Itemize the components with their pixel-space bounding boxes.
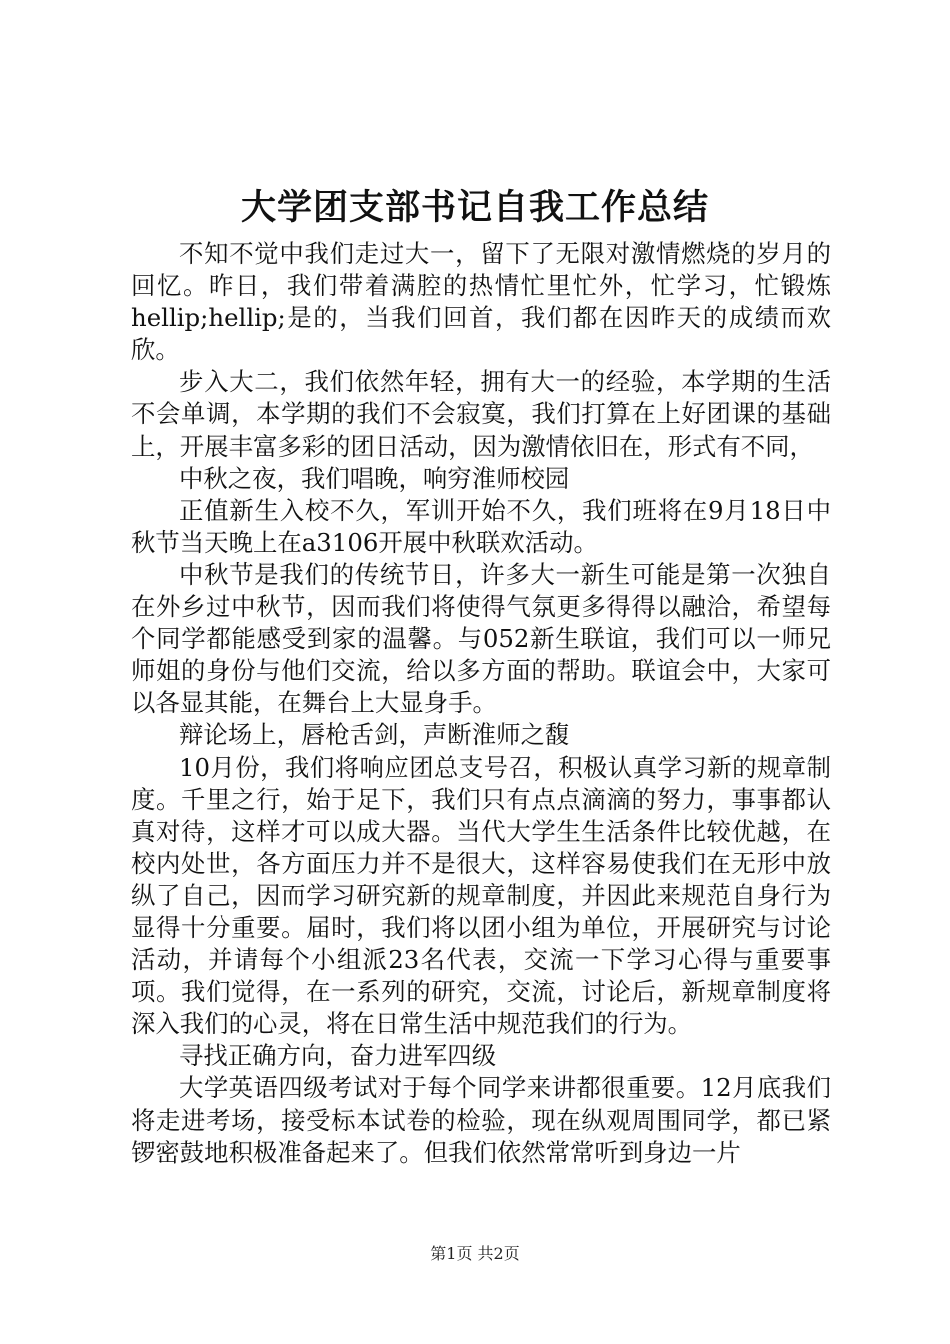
document-title: 大学团支部书记自我工作总结: [240, 187, 709, 228]
section-heading: 辩论场上，唇枪舌剑，声断淮师之馥: [179, 720, 570, 750]
document-body: [131, 238, 831, 1169]
paragraph: 大学英语四级考试对于每个同学来讲都很重要。12月底我们将走进考场，接受标本试卷的检验，现在纵观周围同学，都已紧锣密鼓地积极准备起来了。但我们依然常常听到身边一片: [131, 1073, 831, 1167]
paragraph: 10月份，我们将响应团总支号召，积极认真学习新的规章制度。千里之行，始于足下，我们只有点点滴滴的努力，事事都认真对待，这样才可以成大器。当代大学生生活条件比较优越，在校内处世，各方面压力并不是很大，这样容易使我们在无形中放纵了自己，因而学习研究新的规章制度，并因此来规范自身行为显得十分重要。届时，我们将以团小组为单位，开展研究与讨论活动，并请每个小组派23名代表，交流一下学习心得与重要事项。我们觉得，在一系列的研究，交流，讨论后，新规章制度将深入我们的心灵，将在日常生活中规范我们的行为。: [131, 752, 831, 1039]
section-heading: 中秋之夜，我们唱晚，响穷淮师校园: [179, 463, 570, 493]
paragraph: 步入大二，我们依然年轻，拥有大一的经验，本学期的生活不会单调，本学期的我们不会寂寞，我们打算在上好团课的基础上，开展丰富多彩的团日活动，因为激情依旧在，形式有不同，: [131, 367, 831, 461]
paragraph: 中秋节是我们的传统节日，许多大一新生可能是第一次独自在外乡过中秋节，因而我们将使得气氛更多得得以融洽，希望每个同学都能感受到家的温馨。与052新生联谊，我们可以一师兄师姐的身份与他们交流，给以多方面的帮助。联谊会中，大家可以各显其能，在舞台上大显身手。: [131, 559, 831, 718]
paragraph: 正值新生入校不久，军训开始不久，我们班将在9月18日中秋节当天晚上在a3106开展中秋联欢活动。: [131, 495, 831, 557]
section-heading: 寻找正确方向，奋力进军四级: [179, 1041, 497, 1071]
page-number-footer: 第1页 共2页: [430, 1244, 520, 1263]
paragraph: 不知不觉中我们走过大一，留下了无限对激情燃烧的岁月的回忆。昨日，我们带着满腔的热情忙里忙外，忙学习，忙锻炼hellip;hellip;是的，当我们回首，我们都在因昨天的成绩而欢欣。: [131, 239, 831, 365]
